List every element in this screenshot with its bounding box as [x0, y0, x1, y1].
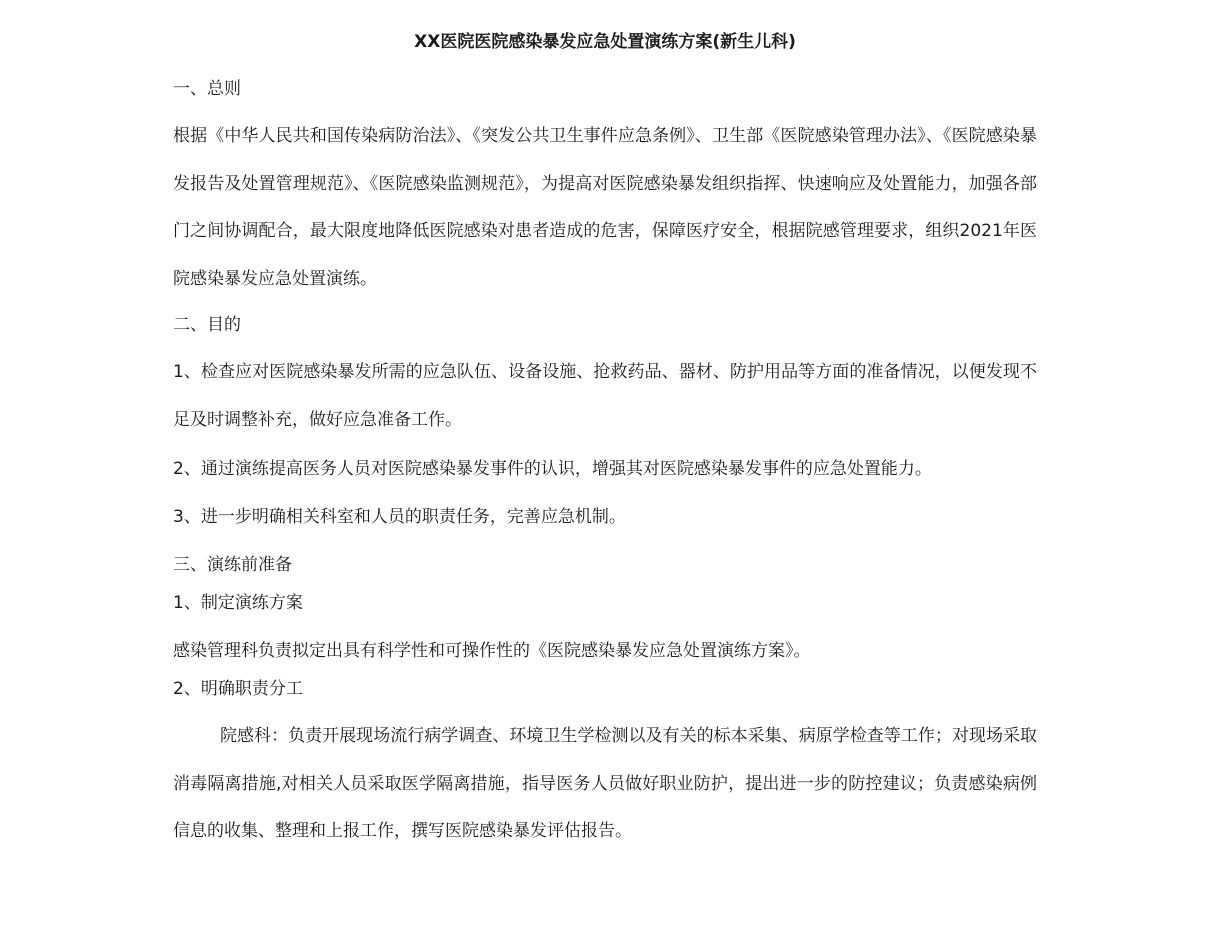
plan-paragraph: 感染管理科负责拟定出具有科学性和可操作性的《医院感染暴发应急处置演练方案》。: [173, 641, 811, 661]
section-heading-general: 一、总则: [173, 79, 241, 99]
responsibilities-paragraph: 院感科：负责开展现场流行病学调查、环境卫生学检测以及有关的标本采集、病原学检查等工作；对现场采取消毒隔离措施,对相关人员采取医学隔离措施，指导医务人员做好职业防护，提出进一步的防控建议；负责感染病例信息的收集、整理和上报工作，撰写医院感染暴发评估报告。: [173, 726, 1037, 842]
general-paragraph: 根据《中华人民共和国传染病防治法》、《突发公共卫生事件应急条例》、卫生部《医院感染管理办法》、《医院感染暴发报告及处置管理规范》、《医院感染监测规范》，为提高对医院感染暴发组织指挥、快速响应及处置能力，加强各部门之间协调配合，最大限度地降低医院感染对患者造成的危害，保障医疗安全，根据院感管理要求，组织2021年医院感染暴发应急处置演练。: [173, 126, 1037, 289]
section-heading-preparation: 三、演练前准备: [173, 555, 292, 575]
subheading-responsibilities: 2、明确职责分工: [173, 679, 303, 699]
purpose-item-2: 2、通过演练提高医务人员对医院感染暴发事件的认识，增强其对医院感染暴发事件的应急处置能力。: [173, 459, 932, 479]
section-heading-purpose: 二、目的: [173, 315, 241, 335]
subheading-plan: 1、制定演练方案: [173, 593, 303, 613]
purpose-item-1: 1、检查应对医院感染暴发所需的应急队伍、设备设施、抢救药品、器材、防护用品等方面的准备情况，以便发现不足及时调整补充，做好应急准备工作。: [173, 362, 1037, 430]
purpose-item-3: 3、进一步明确相关科室和人员的职责任务，完善应急机制。: [173, 507, 626, 527]
document-title: XX医院医院感染暴发应急处置演练方案(新生儿科): [414, 32, 796, 52]
